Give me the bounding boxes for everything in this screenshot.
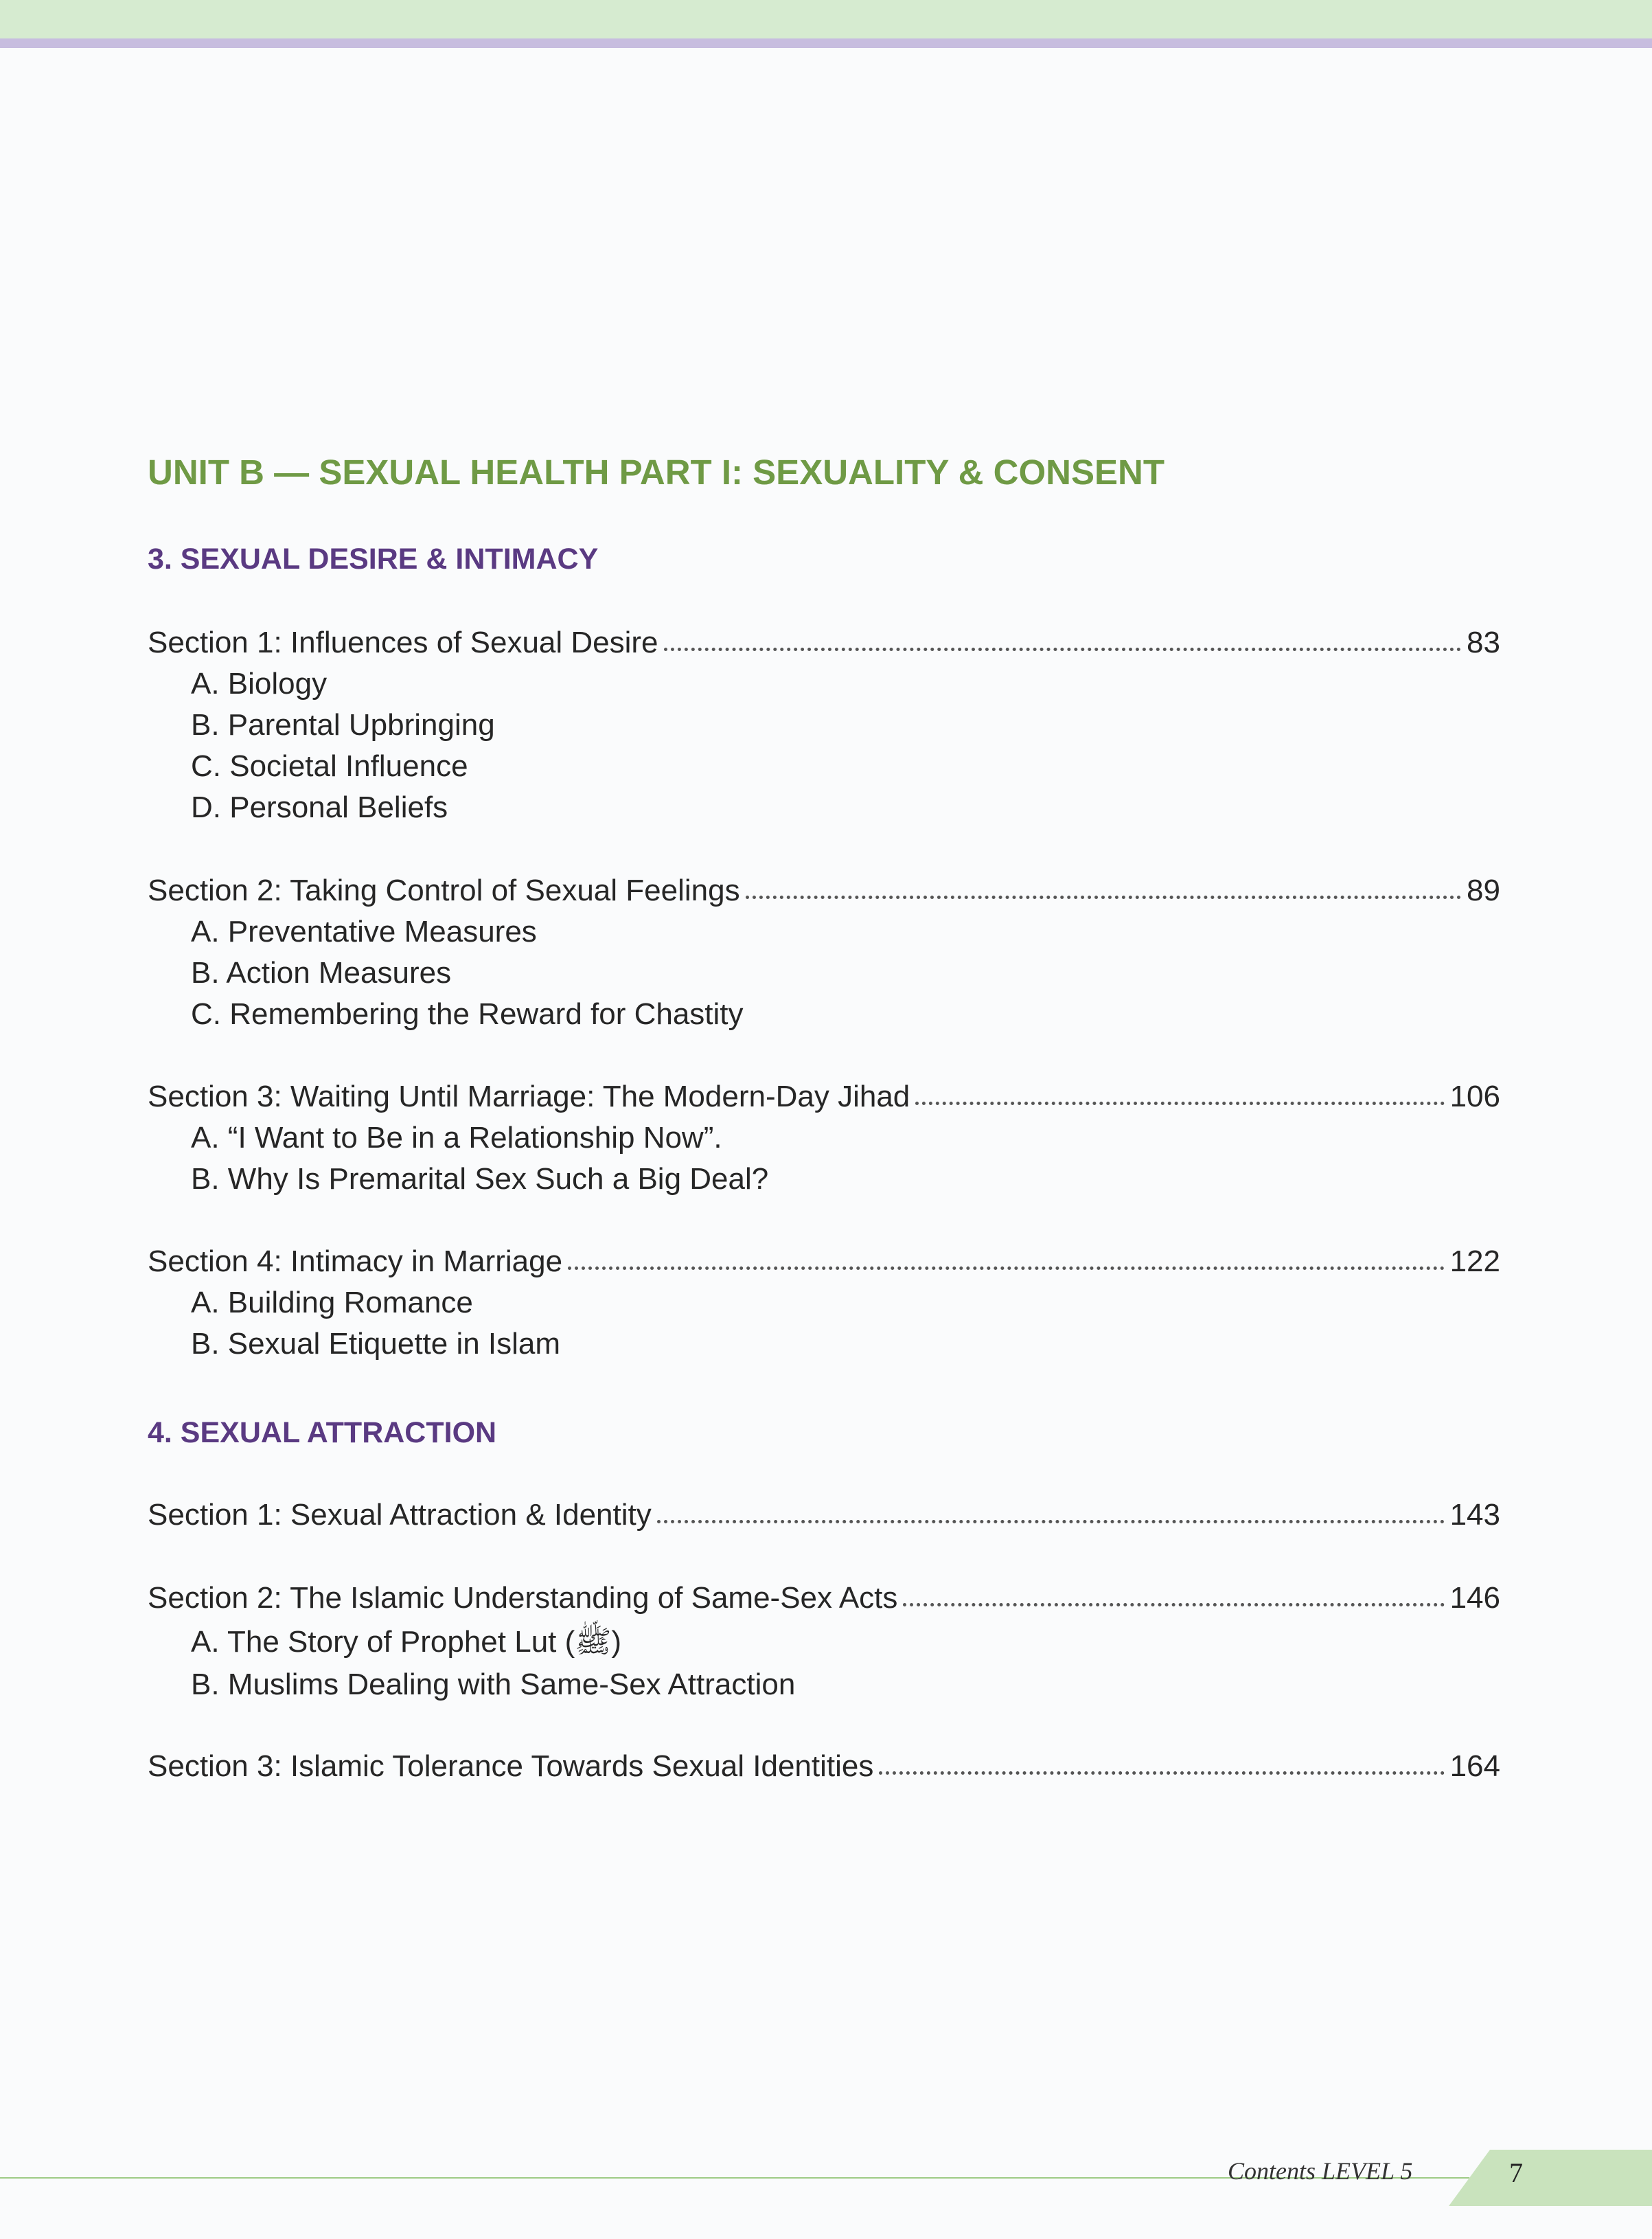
page-number: 146	[1449, 1581, 1500, 1615]
top-accent-stripe	[0, 38, 1652, 48]
unit-title: UNIT B — SEXUAL HEALTH PART I: SEXUALITY & CONSENT	[148, 453, 1165, 492]
sub-item: B. Action Measures	[191, 956, 452, 990]
sub-item: A. Preventative Measures	[191, 915, 537, 948]
toc-entry-ch4-section-2[interactable]	[148, 1578, 1500, 1618]
section-title: Section 4: Intimacy in Marriage	[148, 1244, 563, 1278]
section-title: Section 1: Influences of Sexual Desire	[148, 626, 658, 659]
sub-item: A. Biology	[191, 667, 328, 701]
sub-item: B. Muslims Dealing with Same-Sex Attraction	[191, 1668, 796, 1701]
page-number: 106	[1449, 1080, 1500, 1113]
section-title: Section 3: Waiting Until Marriage: The Modern-Day Jihad	[148, 1080, 910, 1113]
toc-entry-ch4-section-3[interactable]	[148, 1747, 1500, 1786]
section-title: Section 3: Islamic Tolerance Towards Sexual Identities	[148, 1749, 874, 1783]
toc-entry-ch3-section-1[interactable]	[148, 623, 1500, 663]
dot-leader	[746, 889, 1461, 899]
section-title: Section 2: Taking Control of Sexual Feelings	[148, 874, 740, 907]
dot-leader	[657, 1513, 1445, 1523]
sub-item: A. The Story of Prophet Lut (ﷺ)	[191, 1625, 622, 1659]
section-title: Section 1: Sexual Attraction & Identity	[148, 1498, 652, 1532]
sub-item: C. Remembering the Reward for Chastity	[191, 997, 744, 1031]
toc-entry-ch3-section-4[interactable]	[148, 1242, 1500, 1282]
sub-item: A. “I Want to Be in a Relationship Now”.	[191, 1121, 722, 1155]
footer-page-tab	[1449, 2150, 1652, 2206]
toc-entry-ch3-section-3[interactable]	[148, 1077, 1500, 1117]
dot-leader	[903, 1596, 1444, 1606]
sub-item: A. Building Romance	[191, 1286, 473, 1319]
sub-item: C. Societal Influence	[191, 749, 468, 783]
page-number: 83	[1467, 626, 1500, 659]
page-number: 122	[1449, 1244, 1500, 1278]
chapter-4-title: 4. SEXUAL ATTRACTION	[148, 1416, 497, 1449]
sub-item: B. Why Is Premarital Sex Such a Big Deal?	[191, 1162, 769, 1196]
sub-item: D. Personal Beliefs	[191, 791, 448, 824]
dot-leader	[568, 1260, 1445, 1270]
toc-entry-ch3-section-2[interactable]	[148, 871, 1500, 911]
sub-item: B. Sexual Etiquette in Islam	[191, 1327, 561, 1361]
dot-leader	[915, 1095, 1444, 1105]
dot-leader	[879, 1764, 1444, 1775]
section-title: Section 2: The Islamic Understanding of Same-Sex Acts	[148, 1581, 898, 1615]
page-number: 89	[1467, 874, 1500, 907]
dot-leader	[664, 641, 1462, 651]
toc-entry-ch4-section-1[interactable]	[148, 1495, 1500, 1535]
footer-page-number: 7	[1509, 2157, 1523, 2188]
page-number: 143	[1449, 1498, 1500, 1532]
footer-label: Contents LEVEL 5	[1228, 2157, 1413, 2185]
top-color-band	[0, 0, 1652, 38]
page-number: 164	[1449, 1749, 1500, 1783]
chapter-3-title: 3. SEXUAL DESIRE & INTIMACY	[148, 543, 599, 576]
sub-item: B. Parental Upbringing	[191, 708, 495, 742]
